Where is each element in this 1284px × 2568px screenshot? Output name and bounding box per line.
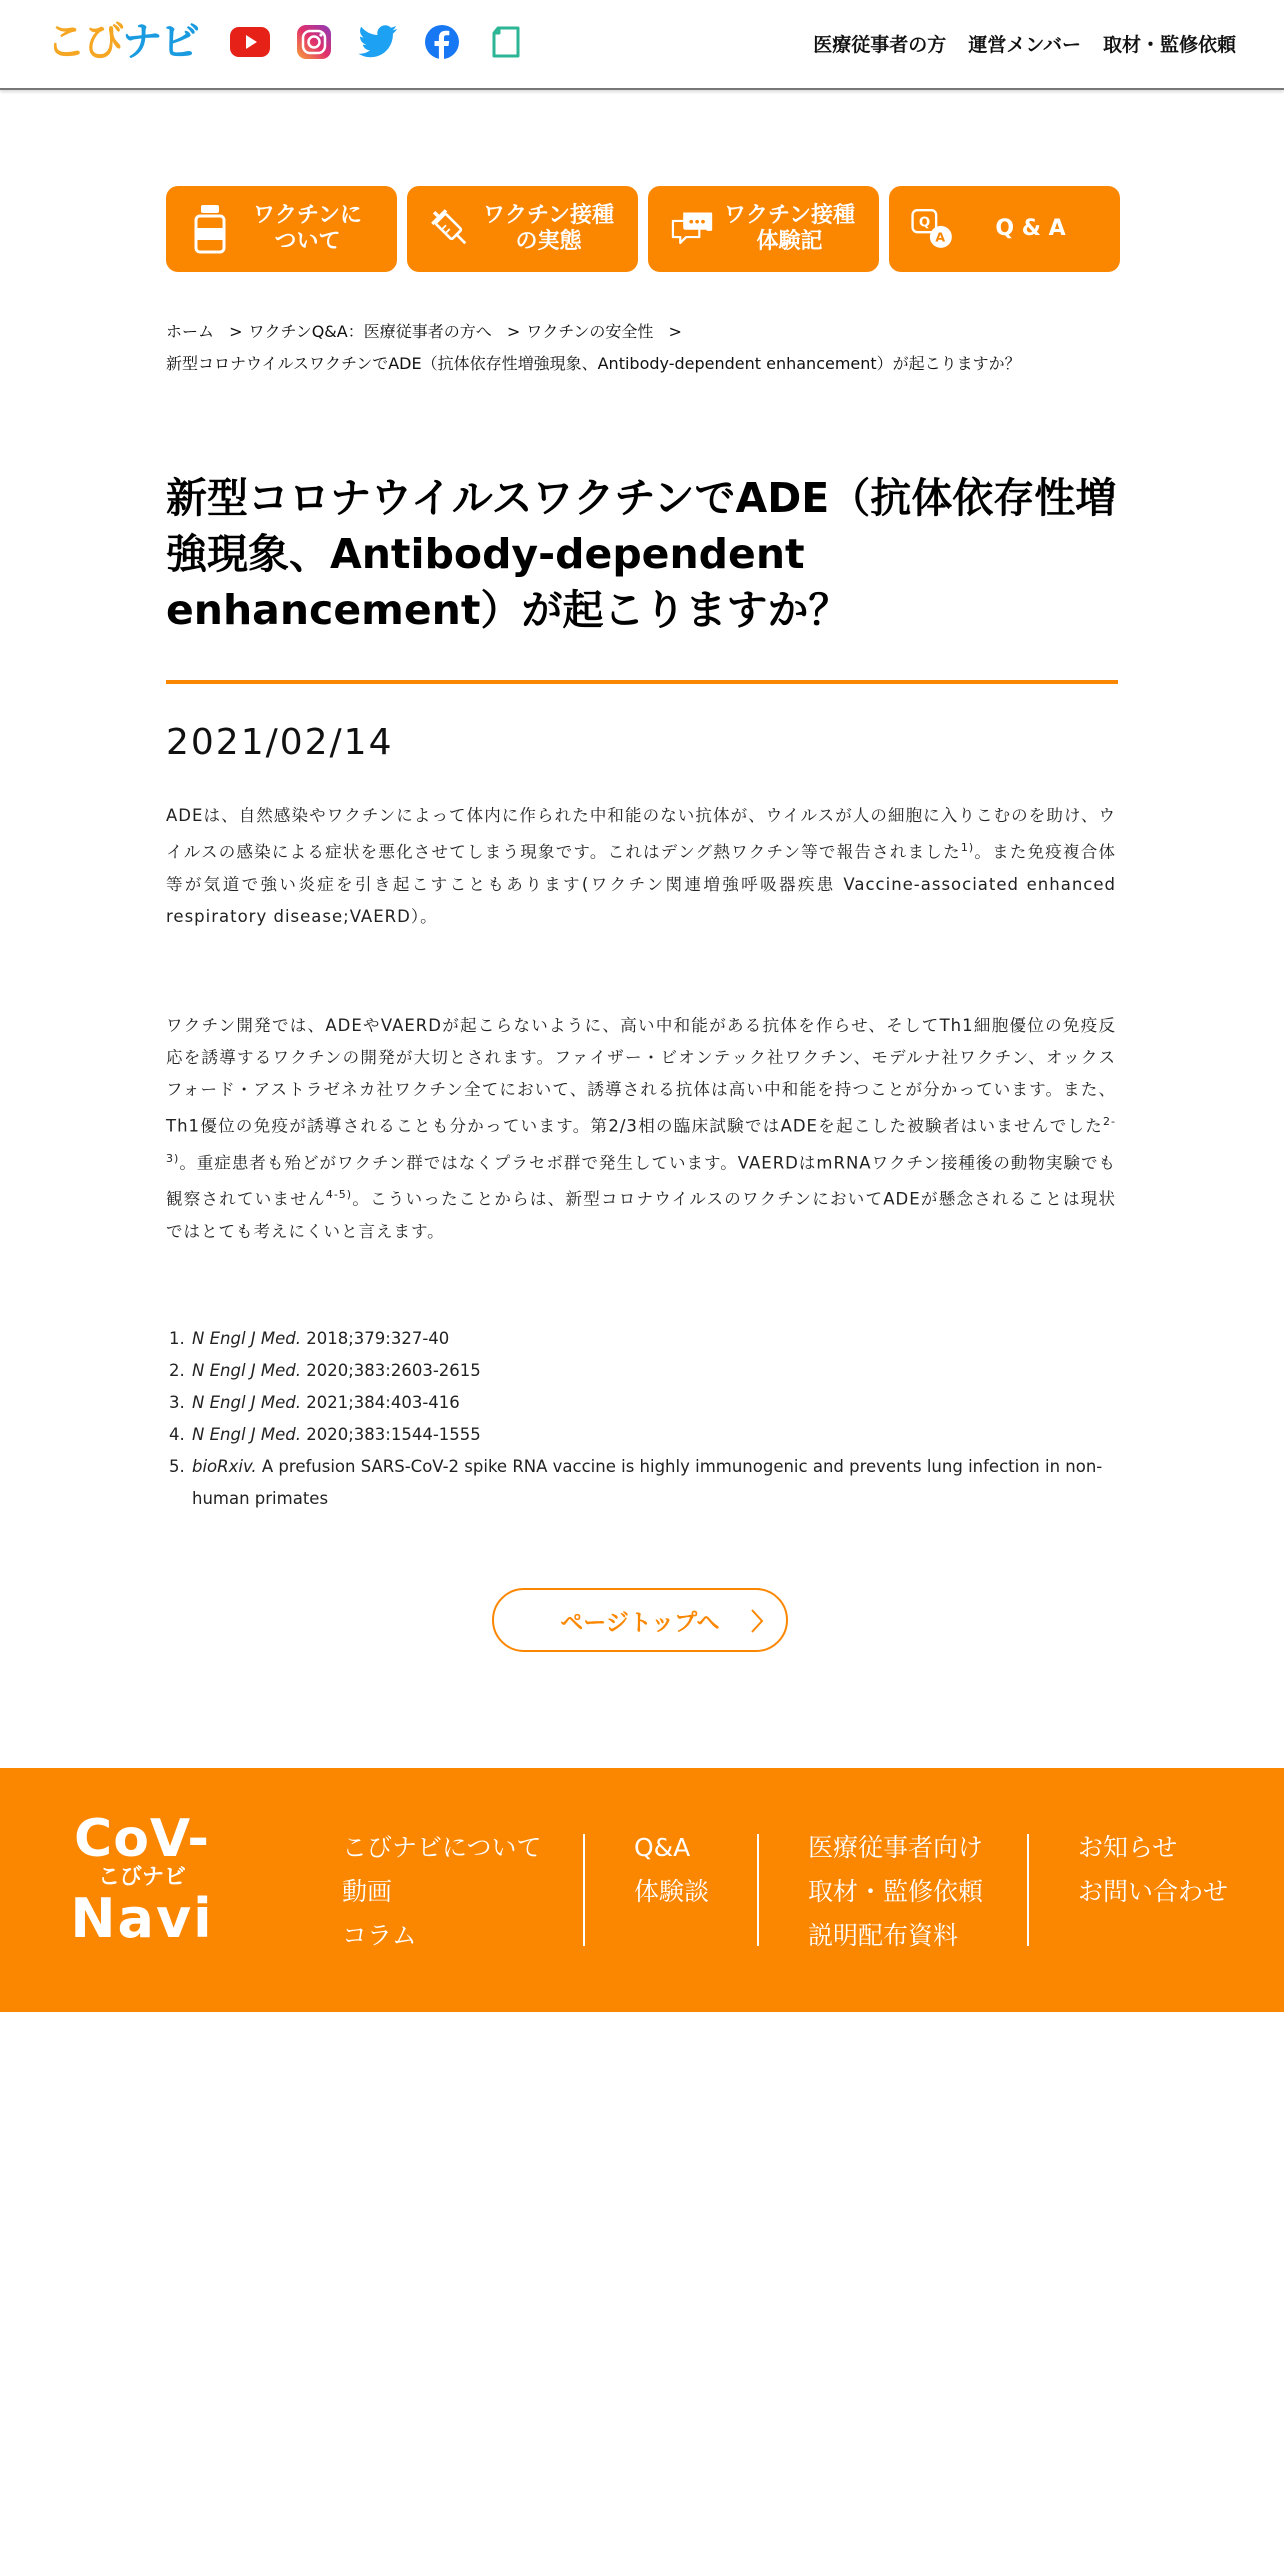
footer-logo-line3: Navi — [70, 1887, 214, 1950]
svg-text:A: A — [935, 229, 946, 245]
chat-bubbles-icon — [670, 201, 714, 257]
top-nav — [813, 30, 1236, 57]
reference-journal: N Engl J Med. — [192, 1361, 301, 1380]
footer-column-2 — [634, 1826, 709, 1914]
syringe-icon — [429, 201, 473, 257]
title-divider — [166, 680, 1118, 684]
footer-divider — [1027, 1834, 1029, 1946]
reference-detail: 2020;383:1544-1555 — [301, 1425, 481, 1444]
site-header — [0, 0, 1284, 90]
footer-link-qa[interactable]: Q&A — [634, 1833, 691, 1862]
category-vaccination-status-button[interactable] — [407, 186, 638, 272]
article-paragraph — [166, 1010, 1116, 1248]
breadcrumb-separator: > — [668, 322, 682, 341]
footer-link-videos[interactable]: 動画 — [342, 1877, 393, 1906]
reference-detail: 2021;384:403-416 — [301, 1393, 460, 1412]
reference-item — [190, 1355, 1140, 1387]
reference-item — [190, 1451, 1140, 1515]
nav-medical-staff[interactable]: 医療従事者の方 — [813, 34, 947, 56]
category-experience-button[interactable] — [648, 186, 879, 272]
logo-text-part1: こび — [46, 19, 122, 65]
reference-journal: N Engl J Med. — [192, 1393, 301, 1412]
category-nav — [166, 186, 1120, 272]
reference-item — [190, 1387, 1140, 1419]
reference-detail: 2020;383:2603-2615 — [301, 1361, 481, 1380]
page-title: 新型コロナウイルスワクチンでADE（抗体依存性増強現象、Antibody-dependent enhancement）が起こりますか？ — [166, 474, 1117, 634]
footer-logo-line2: こびナビ — [97, 1865, 186, 1890]
site-logo[interactable] — [46, 18, 198, 66]
youtube-icon[interactable] — [230, 22, 270, 62]
footer-divider — [583, 1834, 585, 1946]
site-footer — [0, 1768, 1284, 2012]
footer-link-columns[interactable]: コラム — [342, 1921, 417, 1950]
citation-ref: 2-3) — [166, 1115, 1116, 1165]
citation-ref: 1) — [960, 841, 975, 854]
category-label: ワクチン接種 の実態 — [483, 203, 614, 254]
breadcrumb-level2[interactable]: ワクチンの安全性 — [526, 322, 654, 341]
breadcrumb-separator: > — [506, 322, 521, 341]
instagram-icon[interactable] — [294, 22, 334, 62]
footer-column-4 — [1078, 1826, 1228, 1914]
footer-column-1 — [342, 1826, 542, 1958]
twitter-icon[interactable] — [358, 22, 398, 62]
footer-logo[interactable] — [62, 1809, 222, 1950]
nav-members[interactable]: 運営メンバー — [968, 34, 1081, 56]
footer-column-3 — [808, 1826, 983, 1958]
breadcrumb-level1[interactable]: ワクチンQ&A：医療従事者の方へ — [248, 322, 492, 341]
breadcrumb — [166, 316, 1126, 380]
paragraph-text: 。また免疫複合体等が気道で強い炎症を引き起こすこともあります(ワクチン関連増強呼吸器疾患 Vaccine-associated enhanced respiratory disease;VAERD）。 — [166, 842, 1117, 926]
social-links — [230, 22, 526, 62]
footer-divider — [757, 1834, 759, 1946]
breadcrumb-current: 新型コロナウイルスワクチンでADE（抗体依存性増強現象、Antibody-dependent enhancement）が起こりますか？ — [166, 354, 1021, 373]
post-date: 2021/02/14 — [166, 722, 394, 763]
category-label: Q & A — [995, 216, 1066, 241]
page-top-label: ページトップへ — [560, 1609, 720, 1636]
citation-ref: 4-5) — [325, 1188, 353, 1201]
reference-journal: N Engl J Med. — [192, 1425, 301, 1444]
category-label: ワクチン接種 体験記 — [724, 203, 855, 254]
footer-link-contact[interactable]: お問い合わせ — [1078, 1877, 1229, 1906]
chevron-right-icon — [750, 1608, 764, 1640]
category-qa-button[interactable] — [889, 186, 1120, 272]
page-top-button[interactable] — [492, 1588, 788, 1652]
qa-icon — [911, 201, 955, 257]
footer-link-press[interactable]: 取材・監修依頼 — [808, 1877, 984, 1906]
reference-detail: 2018;379:327-40 — [301, 1329, 450, 1348]
paragraph-text: 。重症患者も殆どがワクチン群ではなくプラセボ群で発生しています。VAERDはmRNAワクチン接種後の動物実験でも観察されていません — [166, 1153, 1116, 1209]
reference-list — [166, 1323, 1140, 1515]
reference-journal: N Engl J Med. — [192, 1329, 301, 1348]
reference-item — [190, 1323, 1140, 1355]
footer-link-medical[interactable]: 医療従事者向け — [808, 1833, 984, 1862]
reference-detail: A prefusion SARS-CoV-2 spike RNA vaccine is highly immunogenic and prevents lung infection in non-human primates — [192, 1457, 1103, 1508]
paragraph-text: 。こういったことからは、新型コロナウイルスのワクチンにおいてADEが懸念されることは現状ではとても考えにくいと言えます。 — [166, 1189, 1117, 1241]
footer-link-materials[interactable]: 説明配布資料 — [808, 1921, 959, 1950]
paragraph-text: ADEは、自然感染やワクチンによって体内に作られた中和能のない抗体が、ウイルスが人の細胞に入りこむのを助け、ウイルスの感染による症状を悪化させてしまう現象です。これはデング熱ワクチン等で報告されました — [166, 806, 1116, 862]
reference-journal: bioRxiv. — [192, 1457, 257, 1476]
footer-link-news[interactable]: お知らせ — [1078, 1833, 1178, 1862]
article-paragraph — [166, 800, 1116, 933]
footer-logo-line1: CoV- — [74, 1809, 210, 1869]
facebook-icon[interactable] — [422, 22, 462, 62]
breadcrumb-separator: > — [229, 322, 243, 341]
vaccine-bottle-icon — [188, 201, 232, 257]
category-label: ワクチンに ついて — [253, 203, 362, 254]
paragraph-text: ワクチン開発では、ADEやVAERDが起こらないように、高い中和能がある抗体を作らせ、そしてTh1細胞優位の免疫反応を誘導するワクチンの開発が大切とされます。ファイザー・ビオンテック社ワクチン、モデルナ社ワクチン、オックスフォード・アストラゼネカ社ワクチン全てにおいて、誘導される抗体は高い中和能を持つことが分かっています。また、Th1優位の免疫が誘導されることも分かっています。第2/3相の臨床試験ではADEを起こした被験者はいませんでした — [166, 1016, 1116, 1136]
category-about-vaccine-button[interactable] — [166, 186, 397, 272]
reference-item — [190, 1419, 1140, 1451]
nav-press[interactable]: 取材・監修依頼 — [1102, 34, 1236, 56]
svg-text:Q: Q — [918, 215, 931, 231]
footer-link-about[interactable]: こびナビについて — [342, 1833, 542, 1862]
footer-link-experiences[interactable]: 体験談 — [634, 1877, 710, 1906]
logo-text-part2: ナビ — [122, 19, 198, 65]
note-icon[interactable] — [486, 22, 526, 62]
breadcrumb-home[interactable]: ホーム — [166, 322, 215, 341]
